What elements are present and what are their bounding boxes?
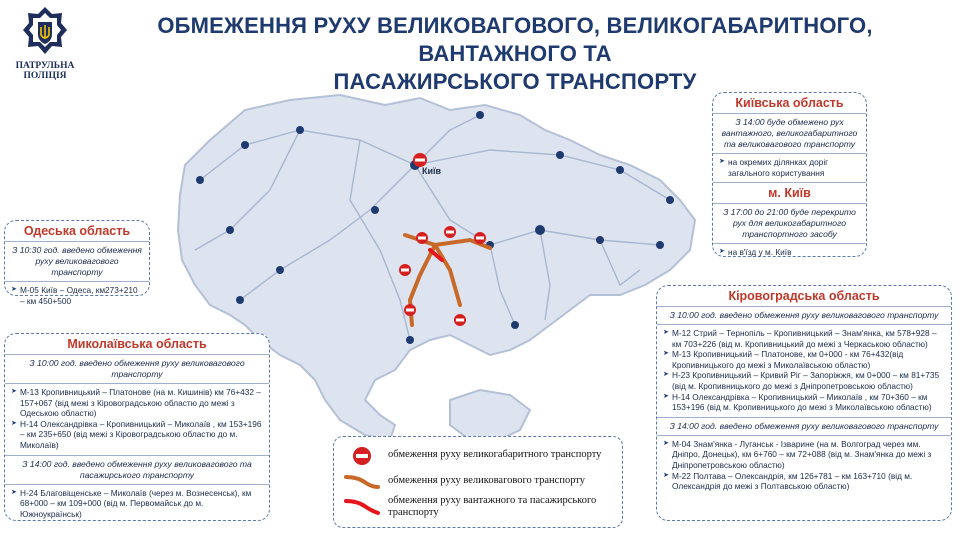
mykolaiv-region-panel <box>4 333 270 521</box>
police-logo <box>8 6 82 90</box>
kirovohrad-region-panel <box>656 285 952 521</box>
kirovohrad-region-section-1: З 10:00 год. введено обмеження руху великовагового транспорту <box>657 306 951 324</box>
list-item: ➤ М-05 Київ – Одеса, км273+210 – км 450+500 <box>11 285 143 306</box>
red-line-icon <box>344 495 380 517</box>
odesa-region-items <box>5 281 149 310</box>
kyiv-city-section: З 17:00 до 21:00 буде перекрито рух для великогабаритного транспортного засобу <box>713 203 866 243</box>
legend-label-heavy: обмеження руху великовагового транспорту <box>388 475 586 486</box>
list-item: ➤ Н-23 Кропивницький – Кривий Ріг – Запоріжжя, км 0+000 – км 81+735 (від м. Кропивницького до межі з Дніпропетровською областю) <box>663 370 945 391</box>
kyiv-region-heading: Київська область <box>735 96 844 110</box>
kirovohrad-region-heading: Кіровоградська область <box>728 289 880 303</box>
mykolaiv-region-section-1: З 10:00 год. введено обмеження руху великовагового транспорту <box>5 354 269 383</box>
legend-label-oversize: обмеження руху великогабаритного транспорту <box>388 449 602 460</box>
capital-label: Київ <box>422 166 442 176</box>
map-legend <box>333 436 623 528</box>
list-item: ➤ Н-14 Олександрівка – Кропивницький – Миколаїв , км 153+196 – км 235+650 (від межі з Кіровоградською областю до м. Миколаїв) <box>11 419 263 451</box>
title-line-1: ОБМЕЖЕННЯ РУХУ ВЕЛИКОВАГОВОГО, ВЕЛИКОГАБАРИТНОГО, ВАНТАЖНОГО ТА <box>157 13 873 66</box>
kyiv-region-section: З 14:00 буде обмежено рух вантажного, великогабаритного та великовагового транспорту <box>713 113 866 153</box>
crimea-outline <box>450 390 530 442</box>
list-item: ➤ М-22 Полтава – Олександрія, км 126+781 – км 163+710 (від м. Олександрія до межі з Полтавською областю) <box>663 471 945 492</box>
list-item: ➤ на окремих ділянках доріг загального користування <box>719 157 860 178</box>
kyiv-city-items <box>713 243 866 262</box>
orange-line-icon <box>344 471 380 491</box>
list-item: ➤ Н-24 Благовіщенське – Миколаїв (через м. Вознесенськ), км 68+000 – км 109+000 (від м. Первомайськ до м. Южноукраїнськ) <box>11 488 263 520</box>
list-item: ➤ М-12 Стрий – Тернопіль – Кропивницький – Знам'янка, км 578+928 – км 703+226 (від м. Кропивницький до межі з Черкаською областю) <box>663 328 945 349</box>
kirovohrad-region-items-1 <box>657 324 951 417</box>
logo-line-1: ПАТРУЛЬНА <box>15 61 75 71</box>
list-item: ➤ М-13 Кропивницький – Платонове (на м. Кишинів) км 76+432 – 157+067 (від межі з Кіровоградською областю до межі з Одеською областю) <box>11 387 263 419</box>
list-item: ➤ М-13 Кропивницький – Платонове, км 0+000 - км 76+432(від Кропивницького до межі з Миколаївською областю) <box>663 349 945 370</box>
odesa-region-section: З 10:30 год. введено обмеження руху великовагового транспорту <box>5 241 149 281</box>
legend-item-cargo <box>344 495 616 523</box>
mykolaiv-region-section-2: З 14:00 год. введено обмеження руху великовагового та пасажирського транспорту <box>5 455 269 484</box>
list-item: ➤ на в'їзд у м. Київ <box>719 247 860 258</box>
legend-item-heavy <box>344 471 616 491</box>
mykolaiv-region-items-1 <box>5 383 269 455</box>
odesa-region-heading: Одеська область <box>23 224 131 238</box>
police-shield-icon <box>22 6 68 58</box>
legend-label-cargo: обмеження руху вантажного та пасажирського транспорту <box>388 495 597 518</box>
kyiv-city-heading: м. Київ <box>713 182 866 203</box>
mykolaiv-region-heading: Миколаївська область <box>67 337 207 351</box>
kirovohrad-region-section-2: З 14:00 год. введено обмеження руху великовагового транспорту <box>657 417 951 435</box>
logo-line-2: ПОЛІЦІЯ <box>23 71 67 81</box>
list-item: ➤ Н-14 Олександрівка – Кропивницький – Миколаїв , км 70+360 – км 153+196 (від м. Кропивницького до межі з Миколаївською областю) <box>663 392 945 413</box>
kyiv-region-items <box>713 153 866 182</box>
restriction-sign-icon <box>350 445 374 467</box>
legend-item-oversize <box>344 445 616 467</box>
kyiv-region-panel <box>712 92 867 257</box>
mykolaiv-region-items-2 <box>5 484 269 524</box>
title-line-2: ПАСАЖИРСЬКОГО ТРАНСПОРТУ <box>333 69 697 94</box>
kirovohrad-region-items-2 <box>657 435 951 496</box>
odesa-region-panel <box>4 220 150 306</box>
list-item: ➤ М-04 Знам'янка - Луганськ - Ізварине (на м. Волгоград через мм. Дніпро, Донецьк), км 6+760 – км 72+088 (від м. Знам'янка до межі з Дніпропетровською областю) <box>663 439 945 471</box>
